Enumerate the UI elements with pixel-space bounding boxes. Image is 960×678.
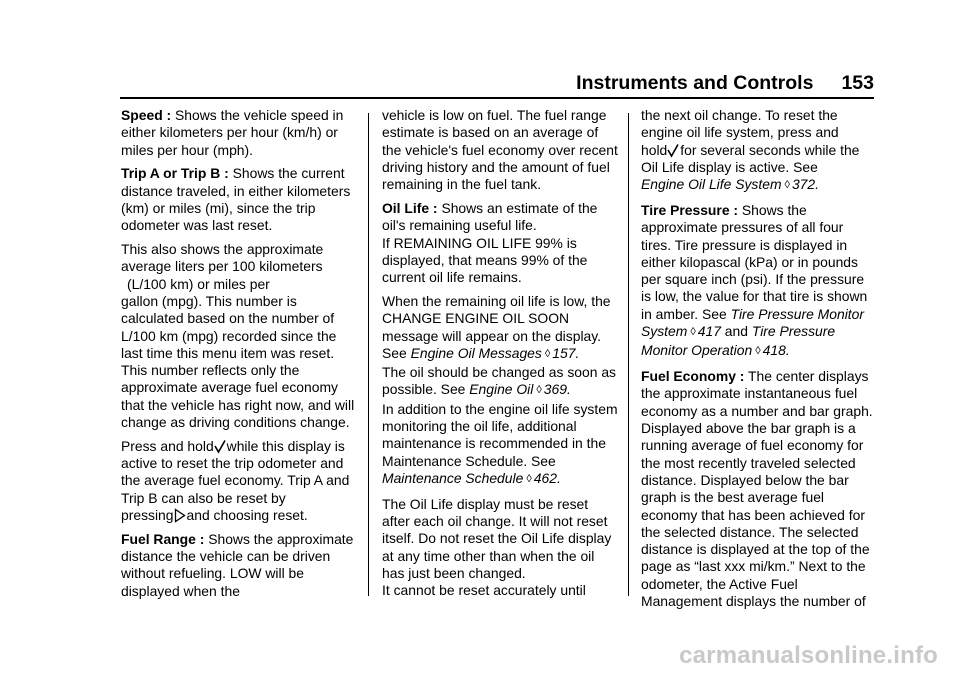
page-reference-arrow-icon: ◊ [690, 326, 696, 339]
press-text-d: and choosing reset. [186, 507, 308, 524]
speed-text: Shows the vehicle speed in either kilometers per hour (km/h) or miles per hour (mph). [121, 107, 344, 158]
press-text-c: pressing [121, 507, 174, 524]
fuel-range-text: Shows the approximate distance the vehicle can be driven without refueling. LOW will be displayed when the [121, 530, 354, 599]
trip-text: Shows the current distance traveled, in either kilometers (km) or miles (mi), since the trip odometer was last reset. [121, 165, 351, 234]
section-title: Instruments and Controls [576, 72, 814, 94]
oil-low-paragraph: When the remaining oil life is low, the CHANGE ENGINE OIL SOON message will appear on the display. See Engine Oil Messages ◊ 157. The oil should be changed as soon as possible. See Engine Oil ◊ 369. In addition to the engine oil life system monitoring the oil life, additional maintenance is recommended in the Maintenance Schedule. See Maintenance Schedule ◊ 462. [382, 292, 618, 486]
column-2 [382, 107, 618, 606]
press-paragraph [121, 438, 357, 524]
column-1 [121, 107, 357, 607]
checkmark-icon [667, 143, 679, 158]
fuel-economy-paragraph [641, 368, 877, 610]
approx-text-2: (L/100 km) or miles per [127, 275, 270, 292]
oil-life-term: Oil Life : [382, 199, 438, 216]
fuel-range-term: Fuel Range : [121, 530, 205, 547]
page-reference-arrow-icon: ◊ [526, 472, 532, 485]
engine-oil-life-system-link[interactable]: Engine Oil Life System [641, 176, 782, 193]
fuel-range-continuation: vehicle is low on fuel. The fuel range estimate is based on an average of the vehicle's fuel economy over recent driving history and the amount of fuel remaining in the fuel tank. [382, 107, 618, 193]
tire-pressure-paragraph: Tire Pressure : Shows the approximate pressures of all four tires. Tire pressure is displayed in either kilopascal (kPa) or in pounds per square inch (psi). If the pressure is low, the value for that tire is shown in amber. See Tire Pressure Monitor System ◊ 417 and Tire Pressure Monitor Operation ◊ 418. [641, 201, 868, 359]
oil-reset-text-b: It cannot be reset accurately until [382, 582, 586, 599]
next-text-c: for several seconds while the Oil Life display is active. See [641, 141, 860, 175]
page-header [576, 72, 874, 95]
oil-reset-paragraph [382, 496, 618, 600]
page-reference-arrow-icon: ◊ [544, 347, 551, 360]
checkmark-icon [214, 439, 226, 454]
oil-life-paragraph [382, 200, 618, 286]
oil-low-text-a: When the remaining oil life is low, the CHANGE ENGINE OIL SOON message will appear on the display. See [382, 292, 611, 361]
oil-low-text-c: In addition to the engine oil life system monitoring the oil life, additional maintenance is recommended in the Maintenance Schedule. See [382, 400, 618, 469]
press-text-a: Press and hold [121, 437, 214, 454]
fuel-economy-text: The center displays the approximate instantaneous fuel economy as a number and bar graph. Displayed above the bar graph is a running average of fuel economy for the most recently traveled selected distance. Displayed below the bar graph is the best average fuel economy that has been achieved for the selected distance. The selected distance is displayed at the top of the page as “last xxx mi/km.” Next to the odometer, the Active Fuel Management displays the number of [641, 368, 873, 610]
oil-life-text-2: If REMAINING OIL LIFE 99% is displayed, that means 99% of the current oil life remains. [382, 234, 588, 286]
page-reference-arrow-icon: ◊ [784, 179, 790, 192]
oil-life-text: Shows an estimate of the oil's remaining useful life. [382, 199, 598, 234]
oil-low-text-b: The oil should be changed as soon as possible. See [382, 364, 616, 398]
speed-paragraph [121, 107, 357, 159]
column-3 [641, 107, 877, 617]
engine-oil-messages-link[interactable]: Engine Oil Messages [410, 344, 542, 361]
tire-pressure-term: Tire Pressure : [641, 201, 739, 218]
watermark: carmanualsonline.info [679, 642, 938, 669]
tpm-operation-link[interactable]: Tire Pressure Monitor Operation [641, 323, 836, 359]
tire-pressure-text: Shows the approximate pressures of all four tires. Tire pressure is displayed in either kilopascal (kPa) or in pounds per square inch (psi). If the pressure is low, the value for that tire is shown in amber. See [641, 201, 868, 322]
approx-paragraph [121, 241, 357, 431]
approx-text-1: This also shows the approximate average liters per 100 kilometers [121, 241, 324, 275]
oil-reset-text-a: The Oil Life display must be reset after each oil change. It will not reset itself. Do not reset the Oil Life display at any time other than when the oil has just been changed. [382, 495, 612, 581]
and-text: and [724, 323, 748, 340]
page-number: 153 [841, 72, 874, 94]
next-text-a: the next oil change. To reset the engine oil life system, press and [641, 107, 839, 141]
column-divider-2 [628, 113, 629, 596]
column-divider-1 [368, 113, 369, 596]
engine-oil-link[interactable]: Engine Oil [469, 381, 534, 398]
header-rule [120, 97, 874, 99]
trip-term: Trip A or Trip B : [121, 165, 229, 182]
approx-text-3: gallon (mpg). This number is calculated based on the number of L/100 km (mpg) recorded since the last time this menu item was reset. This number reflects only the approximate average fuel economy that the vehicle has right now, and will change as driving conditions change. [121, 292, 355, 431]
page-reference-arrow-icon: ◊ [536, 384, 542, 397]
page-ref-157[interactable]: 157 [552, 344, 576, 361]
right-triangle-icon [174, 508, 186, 523]
speed-term: Speed : [121, 107, 172, 123]
fuel-economy-term: Fuel Economy : [641, 368, 745, 385]
page-reference-arrow-icon: ◊ [755, 345, 761, 358]
page-ref-369[interactable]: 369 [543, 381, 567, 398]
press-text-b: while this display is active to reset the trip odometer and the average fuel economy. Trip A and Trip B can also be reset by [121, 437, 350, 506]
next-text-b: hold [641, 141, 668, 158]
fuel-range-paragraph [121, 531, 357, 600]
page-ref-417[interactable]: 417 [697, 323, 721, 340]
oil-reset-continuation: the next oil change. To reset the engine oil life system, press and hold for several seconds while the Oil Life display is active. See Engine Oil Life System ◊ 372. [641, 107, 860, 193]
maintenance-schedule-link[interactable]: Maintenance Schedule [382, 469, 524, 486]
trip-paragraph [121, 165, 357, 234]
page-ref-462[interactable]: 462 [533, 469, 557, 486]
tpms-link[interactable]: Tire Pressure Monitor System [641, 305, 864, 340]
page-ref-372[interactable]: 372 [791, 176, 816, 193]
page-ref-418[interactable]: 418 [762, 342, 786, 359]
